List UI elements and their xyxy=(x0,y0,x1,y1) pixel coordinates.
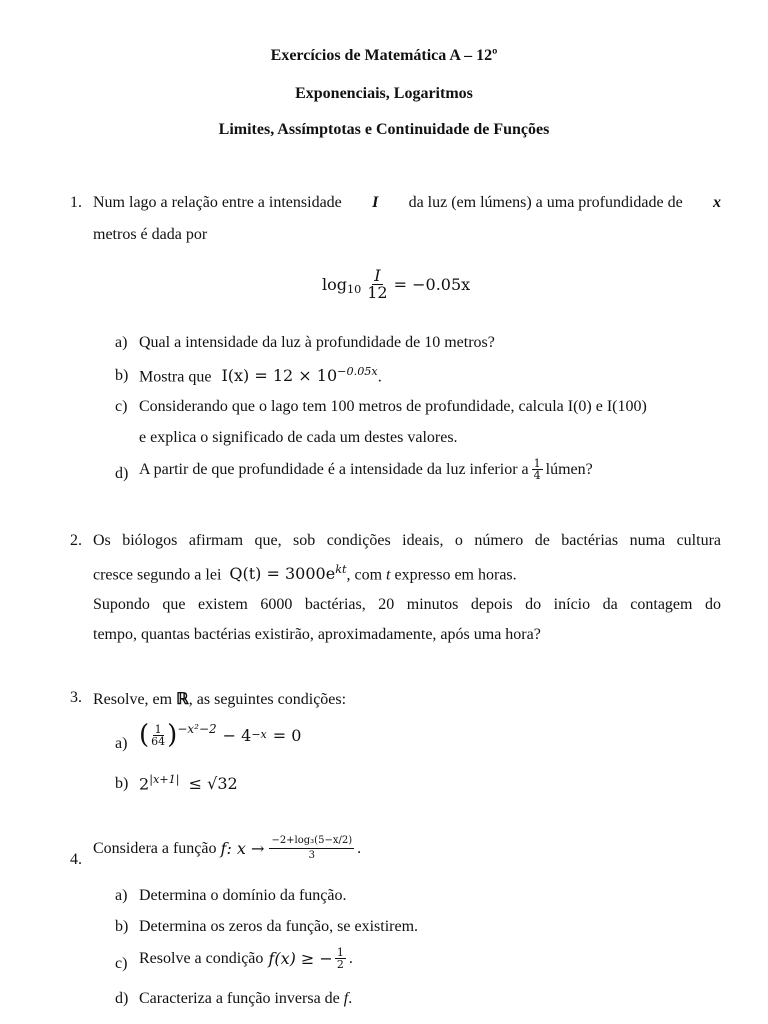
question-number: 1. xyxy=(70,194,82,211)
fraction-denominator: 4 xyxy=(533,469,541,482)
text-segment: . xyxy=(357,839,362,857)
fraction-numerator: I xyxy=(374,266,381,285)
text-segment: Mostra que xyxy=(139,368,212,386)
exponent: kt xyxy=(335,563,347,576)
text-segment: , com xyxy=(346,566,383,584)
left-paren: ( xyxy=(139,720,150,750)
text-segment: Resolve a condição xyxy=(139,949,264,967)
fraction-numerator: 1 xyxy=(336,946,344,959)
fraction-numerator: 1 xyxy=(533,457,541,470)
question-number: 4. xyxy=(70,851,82,868)
variable-x: x xyxy=(712,194,721,211)
text-segment: lúmen? xyxy=(545,460,593,478)
fraction xyxy=(532,458,543,481)
question-text-line: tempo, quantas bactérias existirão, aproximadamente, após uma hora? xyxy=(93,626,541,643)
fraction xyxy=(149,724,167,747)
text-segment: Considera a função xyxy=(93,839,217,857)
fraction xyxy=(335,947,346,970)
fraction-denominator: 12 xyxy=(367,283,388,302)
item-label: b) xyxy=(115,918,129,935)
text-segment: da luz (em lúmens) a uma profundidade de xyxy=(408,194,683,211)
formula-part: = 0 xyxy=(272,725,302,745)
text-segment: . xyxy=(348,990,353,1007)
item-label: b) xyxy=(115,775,129,792)
formula-part: ≤ √32 xyxy=(188,774,238,794)
text-segment: . xyxy=(377,368,382,386)
log-operator: log xyxy=(322,275,347,294)
fraction-numerator: 1 xyxy=(154,722,162,736)
question-number: 3. xyxy=(70,689,82,706)
formula-part: − 4 xyxy=(222,725,252,745)
item-text: Considerando que o lago tem 100 metros de profundidade, calcula I(0) e I(100) xyxy=(139,398,647,415)
question-number: 2. xyxy=(70,532,82,549)
question-text-line xyxy=(93,836,361,861)
page-subtitle-2: Limites, Assímptotas e Continuidade de Funções xyxy=(218,121,550,138)
variable-t: t xyxy=(386,566,391,584)
page-title: Exercícios de Matemática A – 12º xyxy=(270,47,498,64)
fraction-numerator: −2+log₃(5−x/2) xyxy=(269,836,354,849)
text-segment: cresce segundo a lei xyxy=(93,566,222,584)
item-label: d) xyxy=(115,990,129,1007)
text-segment: expresso em horas. xyxy=(394,566,517,584)
item-text: e explica o significado de cada um destes valores. xyxy=(139,429,458,446)
text-segment: A partir de que profundidade é a intensidade da luz inferior a xyxy=(139,460,529,478)
fraction-denominator: 2 xyxy=(336,958,344,971)
question-text-line: Os biólogos afirmam que, sob condições ideais, o número de bactérias numa cultura xyxy=(93,532,721,549)
item-text xyxy=(139,947,353,970)
formula: Q(t) = 3000e xyxy=(229,564,336,584)
right-paren: ) xyxy=(167,720,178,750)
exponent: |x+1| xyxy=(149,773,180,786)
item-label: c) xyxy=(115,398,128,415)
formula: f(x) ≥ − xyxy=(268,949,333,968)
text-segment: , as seguintes condições: xyxy=(188,691,347,708)
item-label: a) xyxy=(115,735,128,752)
item-text: Determina o domínio da função. xyxy=(139,887,347,904)
fraction-denominator: 3 xyxy=(308,850,315,861)
formula-part: 2 xyxy=(139,774,150,794)
text-segment: Caracteriza a função inversa de xyxy=(139,990,340,1007)
item-text xyxy=(139,365,382,386)
equation-rhs: = −0.05x xyxy=(393,275,471,294)
log-equation xyxy=(322,268,470,301)
item-text xyxy=(139,990,352,1008)
item-label: c) xyxy=(115,955,128,972)
log-base: 10 xyxy=(347,283,362,296)
question-text-line xyxy=(93,194,721,212)
variable-f: f xyxy=(343,990,349,1007)
item-label: a) xyxy=(115,334,128,351)
item-label: d) xyxy=(115,465,129,482)
item-formula xyxy=(139,773,238,793)
real-numbers-symbol: ℝ xyxy=(176,691,189,708)
page-subtitle-1: Exponenciais, Logaritmos xyxy=(295,85,473,102)
exponent: −x xyxy=(251,728,267,741)
fraction xyxy=(365,268,389,301)
question-text-line xyxy=(93,563,517,584)
fraction-denominator: 64 xyxy=(151,734,166,748)
function-name: f: x → xyxy=(220,839,265,858)
item-label: a) xyxy=(115,887,128,904)
item-text: Qual a intensidade da luz à profundidade de 10 metros? xyxy=(139,334,495,351)
exponent: −x²−2 xyxy=(177,722,217,736)
fraction xyxy=(269,836,354,861)
question-text-line: metros é dada por xyxy=(93,226,208,243)
question-text-line: Supondo que existem 6000 bactérias, 20 minutos depois do início da contagem do xyxy=(93,596,721,613)
exponent: −0.05x xyxy=(337,365,378,378)
question-text-line xyxy=(93,689,346,709)
text-segment: . xyxy=(348,949,353,967)
item-text xyxy=(139,458,593,481)
text-segment: Resolve, em xyxy=(93,691,173,708)
text-segment: Num lago a relação entre a intensidade xyxy=(93,194,342,211)
formula: I(x) = 12 × 10 xyxy=(221,366,338,386)
item-label: b) xyxy=(115,367,129,384)
variable-i: I xyxy=(372,194,379,211)
item-text: Determina os zeros da função, se existirem. xyxy=(139,918,419,935)
item-formula xyxy=(139,722,301,748)
